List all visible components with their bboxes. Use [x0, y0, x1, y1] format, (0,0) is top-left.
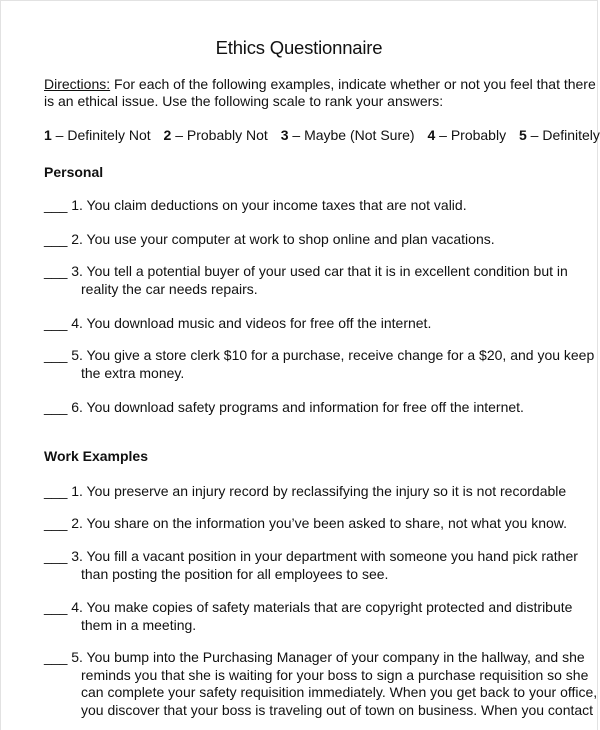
question-line: ___ 5. You bump into the Purchasing Manager of your company in the hallway, and she [44, 649, 585, 665]
question-item [44, 197, 467, 215]
scale-item-1: 1 – Definitely Not [44, 127, 151, 143]
question-line: ___ 3. You tell a potential buyer of your used car that it is in excellent condition but in [44, 263, 568, 279]
page-title: Ethics Questionnaire [215, 37, 383, 58]
question-line: ___ 6. You download safety programs and information for free off the internet. [44, 399, 524, 415]
question-line: reminds you that she is waiting for your boss to sign a purchase requisition so she [81, 666, 589, 683]
scale-item-5: 5 – Definitely [518, 127, 600, 143]
question-item [44, 315, 431, 333]
question-line: you discover that your boss is traveling out of town on business. When you contact [81, 701, 594, 718]
question-item [44, 483, 566, 501]
question-line: ___ 4. You make copies of safety materials that are copyright protected and distribute [44, 599, 573, 615]
rating-scale [44, 127, 600, 143]
section-heading-personal: Personal [44, 164, 104, 180]
scale-item-4: 4 – Probably [427, 127, 507, 143]
directions-line-1 [44, 76, 596, 93]
question-item [44, 399, 524, 417]
scale-item-3: 3 – Maybe (Not Sure) [280, 127, 415, 143]
question-item [44, 515, 567, 533]
question-line: ___ 4. You download music and videos for free off the internet. [44, 315, 432, 331]
question-line: them in a meeting. [81, 616, 197, 633]
question-line: ___ 1. You claim deductions on your income taxes that are not valid. [44, 197, 467, 213]
question-item [44, 649, 597, 719]
question-line: ___ 2. You use your computer at work to shop online and plan vacations. [44, 231, 495, 247]
question-line: can complete your safety requisition immediately. When you get back to your office, [81, 684, 598, 700]
directions-label: Directions: [44, 76, 111, 92]
directions-text-1: For each of the following examples, indicate whether or not you feel that there [110, 76, 596, 92]
section-heading-work-examples: Work Examples [44, 448, 149, 464]
question-item [44, 231, 495, 249]
question-item [44, 347, 594, 382]
question-item [44, 263, 568, 298]
question-line: ___ 3. You fill a vacant position in your department with someone you hand pick rather [44, 548, 578, 564]
question-line: the extra money. [81, 364, 185, 381]
question-line: ___ 5. You give a store clerk $10 for a purchase, receive change for a $20, and you keep [44, 347, 595, 363]
question-line: ___ 1. You preserve an injury record by reclassifying the injury so it is not recordable [44, 483, 567, 499]
question-item [44, 599, 572, 634]
question-line: ___ 2. You share on the information you’ve been asked to share, not what you know. [44, 515, 568, 531]
scale-item-2: 2 – Probably Not [163, 127, 268, 143]
question-item [44, 548, 578, 583]
question-line: than posting the position for all employees to see. [81, 565, 389, 582]
directions-line-2: is an ethical issue. Use the following scale to rank your answers: [44, 93, 444, 109]
question-line: reality the car needs repairs. [81, 280, 258, 297]
